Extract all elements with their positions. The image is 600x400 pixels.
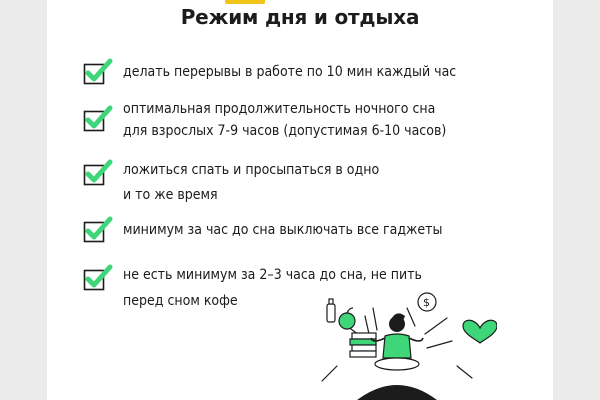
apple-icon — [339, 308, 355, 329]
checklist-line: ложиться спать и просыпаться в одно — [123, 162, 380, 178]
checkbox-check-icon — [83, 57, 113, 87]
checkbox-check-icon — [83, 263, 113, 293]
checklist-line: и то же время — [123, 187, 218, 203]
coin-icon — [418, 293, 436, 311]
checkbox-check-icon — [83, 215, 113, 245]
heart-icon — [463, 320, 497, 343]
svg-text:$: $ — [423, 296, 430, 309]
checklist-line: не есть минимум за 2–3 часа до сна, не пить — [123, 267, 422, 283]
checklist-line: для взрослых 7-9 часов (допустимая 6-10 часов) — [123, 123, 447, 139]
checklist-line: перед сном кофе — [123, 293, 238, 309]
checklist-line: делать перерывы в работе по 10 мин каждый час — [123, 64, 457, 80]
books-icon — [350, 333, 376, 357]
checkbox-check-icon — [83, 104, 113, 134]
checkbox-check-icon — [83, 158, 113, 188]
infographic-card — [47, 0, 553, 400]
checklist-line: минимум за час до сна выключать все гаджеты — [123, 222, 443, 238]
checklist-line: оптимальная продолжительность ночного сна — [123, 101, 436, 117]
page-title: Режим дня и отдыха — [180, 5, 420, 29]
bottle-icon — [327, 299, 335, 322]
accent-bar — [225, 0, 265, 4]
woman-meditating-illustration — [297, 286, 497, 400]
